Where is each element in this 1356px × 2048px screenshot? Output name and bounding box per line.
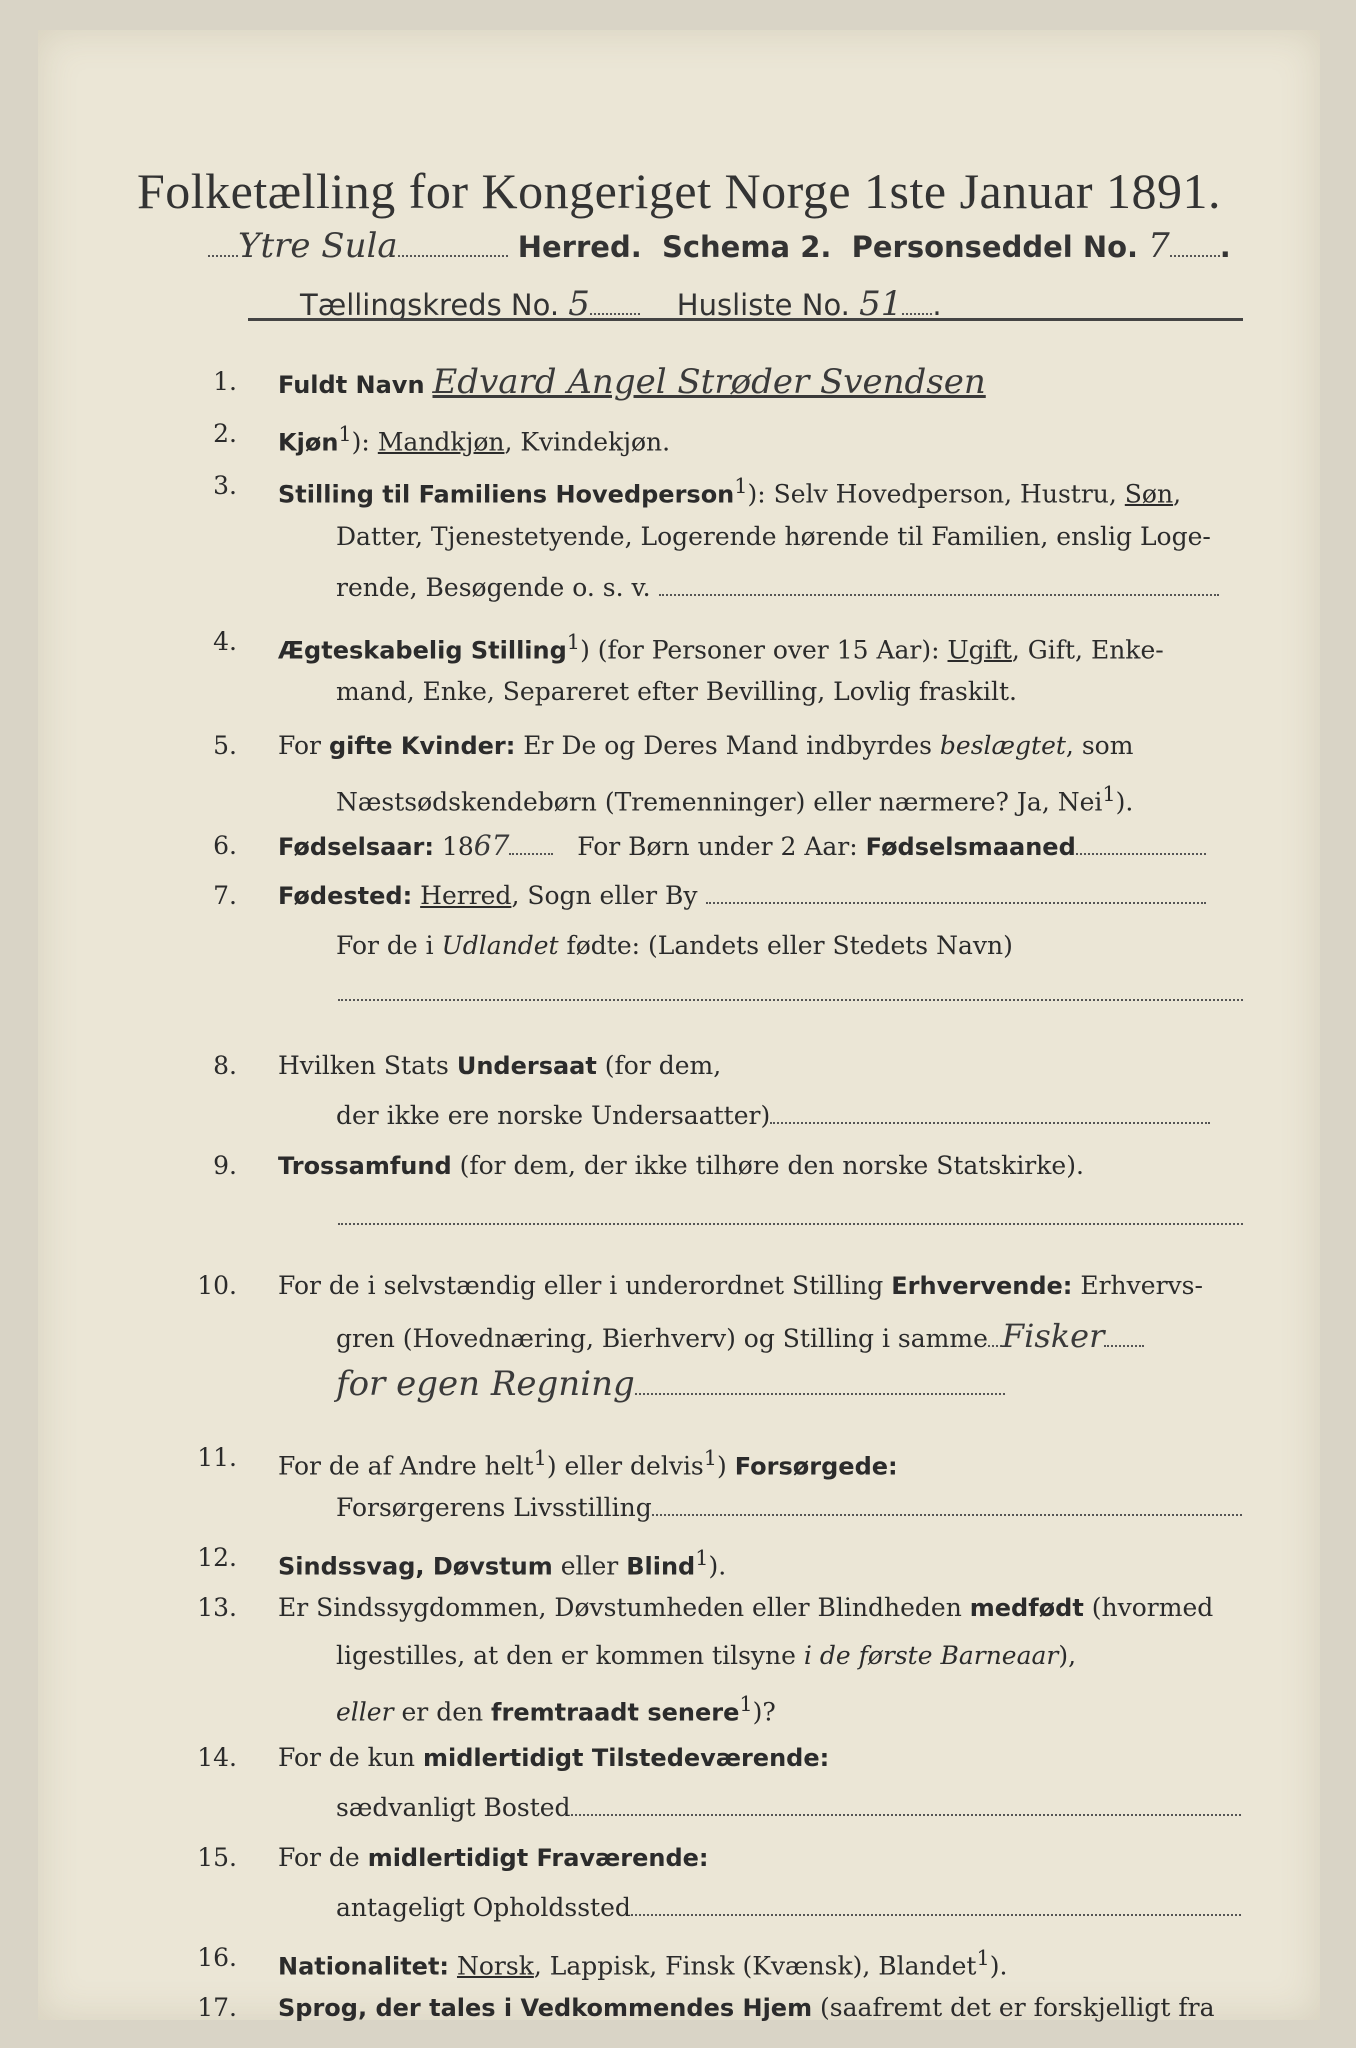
- occupation-value: Fisker: [1001, 1317, 1105, 1355]
- item-label: Fuldt Navn: [278, 371, 425, 399]
- item-number: 12.: [197, 1543, 237, 1572]
- item-number: 3.: [213, 471, 237, 500]
- item-text: mand, Enke, Separeret efter Bevilling, Lovlig fraskilt.: [336, 677, 1017, 706]
- footnote-ref: 1: [976, 1946, 990, 1970]
- item-label: Fødselsaar:: [278, 833, 434, 861]
- item-text: ):: [351, 427, 370, 457]
- item-text: Er Sindssygdommen, Døvstumheden eller Blindheden: [278, 1593, 962, 1622]
- item-9-blank-line: [338, 1222, 1243, 1225]
- item-number: 17.: [197, 1993, 237, 2022]
- item-text: Datter, Tjenestetyende, Logerende hørende til Familien, enslig Loge-: [336, 522, 1211, 551]
- item-label: Undersaat: [456, 1052, 597, 1080]
- item-text: For Børn under 2 Aar:: [577, 832, 858, 861]
- item-text: er den: [401, 1697, 484, 1727]
- item-text: Hvilken Stats: [278, 1051, 449, 1080]
- item-number: 2.: [213, 419, 237, 448]
- item-number: 8.: [213, 1051, 237, 1080]
- personseddel-value: 7: [1148, 226, 1170, 266]
- item-text: For de: [278, 1843, 360, 1872]
- item-text: Er De og Deres Mand indbyrdes: [523, 731, 932, 760]
- form-title: Folketælling for Kongeriget Norge 1ste Januar 1891.: [136, 163, 1222, 219]
- herred-value: Ytre Sula: [238, 226, 398, 266]
- personseddel-label: Personseddel No.: [851, 230, 1139, 264]
- footnote-ref: 1: [703, 1446, 718, 1470]
- item-text: (hvormed: [1091, 1593, 1214, 1622]
- item-text: ) (for Personer over 15 Aar):: [580, 635, 940, 665]
- item-text: ) eller delvis: [546, 1451, 704, 1481]
- header-rule: [248, 318, 1243, 321]
- item-text: , som: [1065, 731, 1134, 760]
- item-text-italic: i de første Barneaar: [803, 1641, 1059, 1670]
- item-label: Erhvervende:: [891, 1272, 1073, 1300]
- item-text: (saafremt det er forskjelligt fra: [820, 1993, 1215, 2022]
- birth-year-value: 67: [473, 829, 510, 862]
- item-text: gren (Hovednæring, Bierhverv) og Stilling i samme: [336, 1324, 988, 1353]
- item-label: Fødested:: [278, 882, 413, 910]
- item-text: , Lappisk, Finsk (Kvænsk), Blandet: [533, 1951, 977, 1981]
- husliste-label: Husliste No.: [676, 288, 850, 322]
- item-label: fremtraadt senere: [491, 1698, 740, 1727]
- selected-option: Herred: [420, 881, 512, 910]
- item-text: ): [717, 1451, 727, 1481]
- item-label: Trossamfund: [278, 1152, 452, 1180]
- item-text: For: [278, 731, 321, 760]
- item-label: Stilling til Familiens Hovedperson: [278, 480, 735, 509]
- selected-option: Norsk: [456, 1951, 534, 1981]
- item-number: 6.: [213, 831, 237, 860]
- item-number: 9.: [213, 1151, 237, 1180]
- item-text-italic: Udlandet: [441, 931, 559, 960]
- item-label: midlertidigt Tilstedeværende:: [422, 1744, 830, 1772]
- item-7-blank-line: [338, 998, 1243, 1001]
- item-text: Forsørgerens Livsstilling: [336, 1493, 652, 1522]
- item-label: Blind: [626, 1552, 696, 1581]
- item-text: ): Selv Hovedperson, Hustru,: [747, 479, 1117, 509]
- item-label: medfødt: [969, 1594, 1084, 1622]
- schema-label: Schema 2.: [661, 230, 832, 264]
- item-number: 7.: [213, 881, 237, 910]
- item-text: Næstsødskendebørn (Tremenninger) eller nærmere? Ja, Nei: [336, 787, 1103, 817]
- kreds-value: 5: [568, 284, 590, 324]
- selected-option: Mandkjøn: [377, 427, 505, 457]
- item-number: 13.: [197, 1593, 237, 1622]
- item-text: ).: [1115, 787, 1134, 817]
- occupation-value-line-2: for egen Regning: [336, 1364, 635, 1404]
- period: .: [1219, 230, 1231, 264]
- full-name-value: Edvard Angel Strøder Svendsen: [432, 362, 986, 402]
- item-text: ),: [1058, 1641, 1077, 1670]
- item-number: 16.: [197, 1943, 237, 1972]
- item-label: Forsørgede:: [734, 1452, 898, 1481]
- item-number: 5.: [213, 731, 237, 760]
- item-text: For de i selvstændig eller i underordnet Stilling: [278, 1271, 884, 1300]
- footnote-ref: 1: [566, 630, 581, 654]
- herred-label: Herred.: [517, 230, 642, 264]
- item-text: rende, Besøgende o. s. v.: [336, 573, 651, 602]
- item-text: eller: [560, 1551, 619, 1581]
- item-number: 15.: [197, 1843, 237, 1872]
- item-text: ligestilles, at den er kommen tilsyne: [336, 1641, 796, 1670]
- item-text: fødte: (Landets eller Stedets Navn): [566, 931, 1013, 960]
- item-text: )?: [752, 1697, 776, 1727]
- footnote-ref: 1: [1102, 782, 1116, 806]
- kreds-label: Tællingskreds No.: [300, 288, 560, 322]
- census-form-sheet: [38, 30, 1320, 2020]
- footnote-ref: 1: [739, 1692, 753, 1716]
- item-text: For de kun: [278, 1743, 416, 1772]
- item-number: 1.: [213, 367, 237, 396]
- item-text-italic: eller: [336, 1697, 394, 1727]
- item-text: ,: [1173, 479, 1182, 509]
- item-text: 18: [441, 832, 474, 861]
- footnote-ref: 1: [695, 1546, 709, 1570]
- item-text: antageligt Opholdssted: [336, 1893, 631, 1922]
- herred-line: [208, 226, 1231, 266]
- item-text: der ikke ere norske Undersaatter): [336, 1101, 771, 1130]
- item-label: Sindssvag, Døvstum: [278, 1552, 553, 1581]
- item-label: Kjøn: [278, 428, 339, 457]
- item-text: Erhvervs-: [1080, 1271, 1203, 1300]
- item-number: 10.: [197, 1271, 237, 1300]
- item-number: 11.: [197, 1443, 237, 1472]
- period: .: [932, 288, 942, 322]
- item-label: Sprog, der tales i Vedkommendes Hjem: [278, 1994, 813, 2022]
- footnote-ref: 1: [734, 474, 748, 498]
- item-text: (for dem,: [604, 1051, 722, 1080]
- item-label: Fødselsmaaned: [865, 833, 1076, 861]
- item-number: 4.: [213, 627, 237, 656]
- husliste-value: 51: [859, 284, 903, 324]
- item-label: Ægteskabelig Stilling: [278, 636, 567, 665]
- item-text: ).: [989, 1951, 1008, 1981]
- item-label: Nationalitet:: [278, 1952, 450, 1981]
- item-text: , Sogn eller By: [511, 881, 698, 910]
- selected-option: Ugift: [947, 635, 1012, 665]
- item-number: 14.: [197, 1743, 237, 1772]
- item-text: For de af Andre helt: [278, 1451, 534, 1481]
- footnote-ref: 1: [338, 422, 352, 446]
- item-text: , Kvindekjøn.: [504, 427, 671, 457]
- item-text: sædvanligt Bosted: [336, 1793, 571, 1822]
- item-text: ).: [708, 1551, 727, 1581]
- item-text: , Gift, Enke-: [1011, 635, 1164, 665]
- item-text: For de i: [336, 931, 434, 960]
- footnote-ref: 1: [533, 1446, 547, 1470]
- item-text-italic: beslægtet: [939, 731, 1066, 760]
- selected-option: Søn: [1124, 479, 1174, 509]
- item-text: (for dem, der ikke tilhøre den norske Statskirke).: [459, 1151, 1084, 1180]
- item-label: midlertidigt Fraværende:: [367, 1844, 709, 1872]
- item-label: gifte Kvinder:: [328, 732, 516, 760]
